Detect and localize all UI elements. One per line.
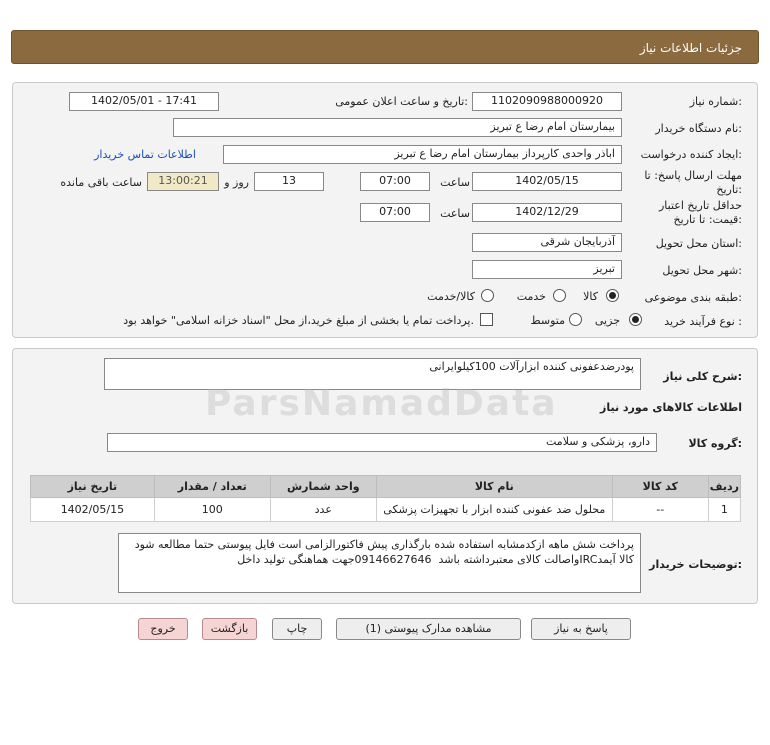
cell-unit: عدد (270, 498, 376, 522)
treasury-bonds-checkbox[interactable] (480, 313, 493, 326)
category-option-service: خدمت (516, 290, 546, 303)
cell-row: 1 (708, 498, 740, 522)
reply-button[interactable]: پاسخ به نیاز (531, 618, 631, 640)
cell-qty: 100 (154, 498, 270, 522)
cell-name: محلول ضد عفونی کننده ابزار با تجهیزات پزشکی (376, 498, 612, 522)
group-label: گروه کالا: (688, 437, 742, 450)
process-option-medium: متوسط (530, 314, 565, 327)
need-number-field: 1102090988000920 (472, 92, 622, 111)
province-field: آذربایجان شرقی (472, 233, 622, 252)
process-radio-minor[interactable] (629, 313, 642, 326)
print-button[interactable]: چاپ (272, 618, 322, 640)
process-option-minor: جزیی (594, 314, 620, 327)
city-field: تبریز (472, 260, 622, 279)
buyer-org-field: بیمارستان امام رضا ع تبریز (173, 118, 622, 137)
days-label: روز و (224, 176, 249, 189)
validity-label-2: قیمت: تا تاریخ: (673, 213, 742, 226)
attachments-button[interactable]: مشاهده مدارک پیوستی (1) (336, 618, 521, 640)
announce-label: تاریخ و ساعت اعلان عمومی: (335, 95, 468, 108)
deadline-date-field: 1402/05/15 (472, 172, 622, 191)
remaining-time-field: 13:00:21 (147, 172, 219, 191)
items-table-header (31, 476, 741, 498)
buyer-desc-label: توضیحات خریدار: (649, 558, 742, 571)
validity-time-label: ساعت (440, 207, 470, 220)
validity-date-field: 1402/12/29 (472, 203, 622, 222)
exit-button[interactable]: خروج (138, 618, 188, 640)
col-qty: تعداد / مقدار (154, 476, 270, 498)
back-button[interactable]: بازگشت (202, 618, 257, 640)
group-field: دارو، پزشکی و سلامت (107, 433, 657, 452)
category-option-goods-service: کالا/خدمت (427, 290, 475, 303)
page-header (11, 30, 759, 64)
days-field: 13 (254, 172, 324, 191)
deadline-time-field: 07:00 (360, 172, 430, 191)
col-code: کد کالا (612, 476, 708, 498)
col-name: نام کالا (376, 476, 612, 498)
watermark-text: ParsNamadData (205, 383, 558, 424)
table-row (31, 498, 741, 522)
cell-code: -- (612, 498, 708, 522)
col-row: ردیف (708, 476, 740, 498)
col-unit: واحد شمارش (270, 476, 376, 498)
province-label: استان محل تحویل: (655, 237, 742, 250)
validity-time-field: 07:00 (360, 203, 430, 222)
items-table (30, 475, 741, 522)
process-label: نوع فرآیند خرید : (664, 315, 742, 328)
buyer-desc-field: پرداخت شش ماهه ازکدمشابه استفاده شده بارگذاری پیش فاکتورالزامی است فایل پیوستی حتما مطالعه شود کالا آیمدIRCواصالت کالای معتبرداشته باشد 09146627646جهت هماهنگی تولید داخل (118, 533, 641, 593)
items-info-heading: اطلاعات کالاهای مورد نیاز (600, 401, 742, 414)
summary-field: پودرضدعفونی کننده ابزارآلات 100کیلوایرانی (104, 358, 641, 390)
city-label: شهر محل تحویل: (662, 264, 742, 277)
deadline-label: مهلت ارسال پاسخ: تا (644, 169, 742, 182)
deadline-label-2: تاریخ: (716, 183, 742, 196)
creator-field: اباذر واحدی کارپرداز بیمارستان امام رضا ع تبریز (223, 145, 622, 164)
summary-label: شرح کلی نیاز: (663, 370, 742, 383)
category-option-goods: کالا (583, 290, 598, 303)
contact-info-link[interactable]: اطلاعات تماس خریدار (94, 148, 196, 161)
announce-field: 1402/05/01 - 17:41 (69, 92, 219, 111)
category-label: طبقه بندی موضوعی: (644, 291, 742, 304)
category-radio-goods[interactable] (606, 289, 619, 302)
creator-label: ایجاد کننده درخواست: (640, 148, 742, 161)
category-radio-goods-service[interactable] (481, 289, 494, 302)
remaining-label: ساعت باقی مانده (60, 176, 142, 189)
deadline-time-label: ساعت (440, 176, 470, 189)
validity-label: حداقل تاریخ اعتبار (658, 199, 742, 212)
payment-note: پرداخت تمام یا بخشی از مبلغ خرید،از محل "اسناد خزانه اسلامی" خواهد بود. (123, 314, 474, 327)
buyer-org-label: نام دستگاه خریدار: (655, 122, 742, 135)
process-radio-medium[interactable] (569, 313, 582, 326)
page-title: جزئیات اطلاعات نیاز (639, 41, 742, 55)
col-date: تاریخ نیاز (31, 476, 155, 498)
need-number-label: شماره نیاز: (689, 95, 742, 108)
cell-date: 1402/05/15 (31, 498, 155, 522)
category-radio-service[interactable] (553, 289, 566, 302)
